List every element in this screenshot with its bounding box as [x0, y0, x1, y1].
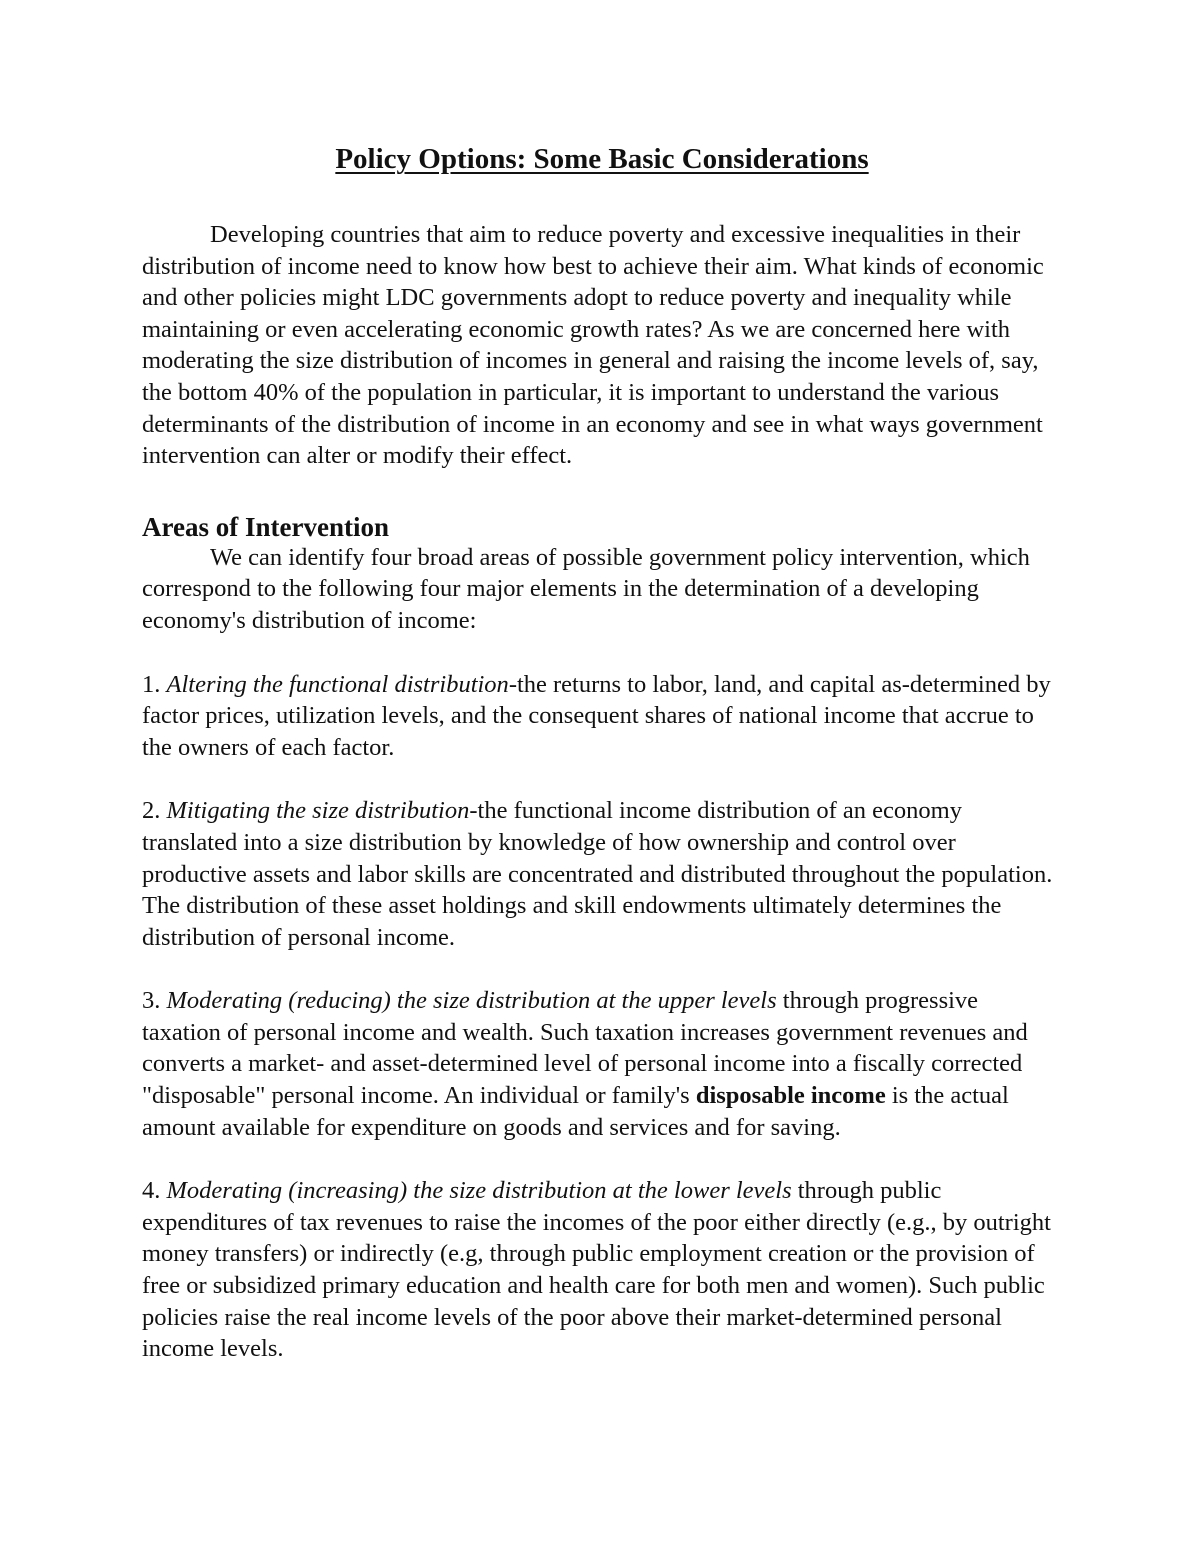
intro-paragraph: Developing countries that aim to reduce poverty and excessive inequalities in their distribution of income need to know how best to achieve their aim. What kinds of economic and other policies might LDC governments adopt to reduce poverty and inequality while maintaining or even accelerating economic growth rates? As we are concerned here with moderating the size distribution of incomes in general and raising the income levels of, say, the bottom 40% of the population in particular, it is important to understand the various determinants of the distribution of income in an economy and see in what ways government intervention can alter or modify their effect. [142, 221, 1044, 470]
item-number: 1. [142, 670, 167, 698]
list-item [142, 669, 1062, 764]
item-text: -the returns to labor, land, and capital as-determined by factor prices, utilization levels, and the consequent shares of national income that accrue to the owners of each factor. [142, 670, 1051, 761]
item-number: 4. [142, 1177, 167, 1205]
list-item [142, 795, 1062, 953]
item-text-after: is the actual amount available for expenditure on goods and services and for saving. [142, 1082, 1009, 1141]
section-heading: Areas of Intervention [142, 511, 389, 542]
document-page [142, 128, 1062, 1365]
bold-term: disposable income [695, 1082, 886, 1110]
item-emphasis: Altering the functional distribution [166, 670, 509, 698]
document-title: Policy Options: Some Basic Considerations [335, 143, 869, 175]
item-text: through progressive taxation of personal income and wealth. Such taxation increases government revenues and converts a market- and asset-determined level of personal income into a fiscally corrected "disposable" personal income. An individual or family's [142, 987, 1028, 1110]
item-text: through public expenditures of tax revenues to raise the incomes of the poor either directly (e.g., by outright money transfers) or indirectly (e.g, through public employment creation or the provision of free or subsidized primary education and health care for both men and women). Such public policies raise the real income levels of the poor above their market-determined personal income levels. [142, 1177, 1051, 1363]
item-emphasis: Moderating (reducing) the size distribution at the upper levels [166, 987, 777, 1015]
item-number: 3. [142, 987, 167, 1015]
item-emphasis: Moderating (increasing) the size distribution at the lower levels [166, 1177, 792, 1205]
item-emphasis: Mitigating the size distribution [166, 797, 470, 825]
item-number: 2. [142, 797, 167, 825]
section-intro-paragraph: We can identify four broad areas of possible government policy intervention, which correspond to the following four major elements in the determination of a developing economy's distribution of income: [142, 543, 1030, 634]
list-item [142, 1175, 1062, 1365]
item-text: -the functional income distribution of an economy translated into a size distribution by knowledge of how ownership and control over productive assets and labor skills are concentrated and distributed throughout the population. The distribution of these asset holdings and skill endowments ultimately determines the distribution of personal income. [142, 797, 1053, 951]
list-item [142, 985, 1062, 1143]
